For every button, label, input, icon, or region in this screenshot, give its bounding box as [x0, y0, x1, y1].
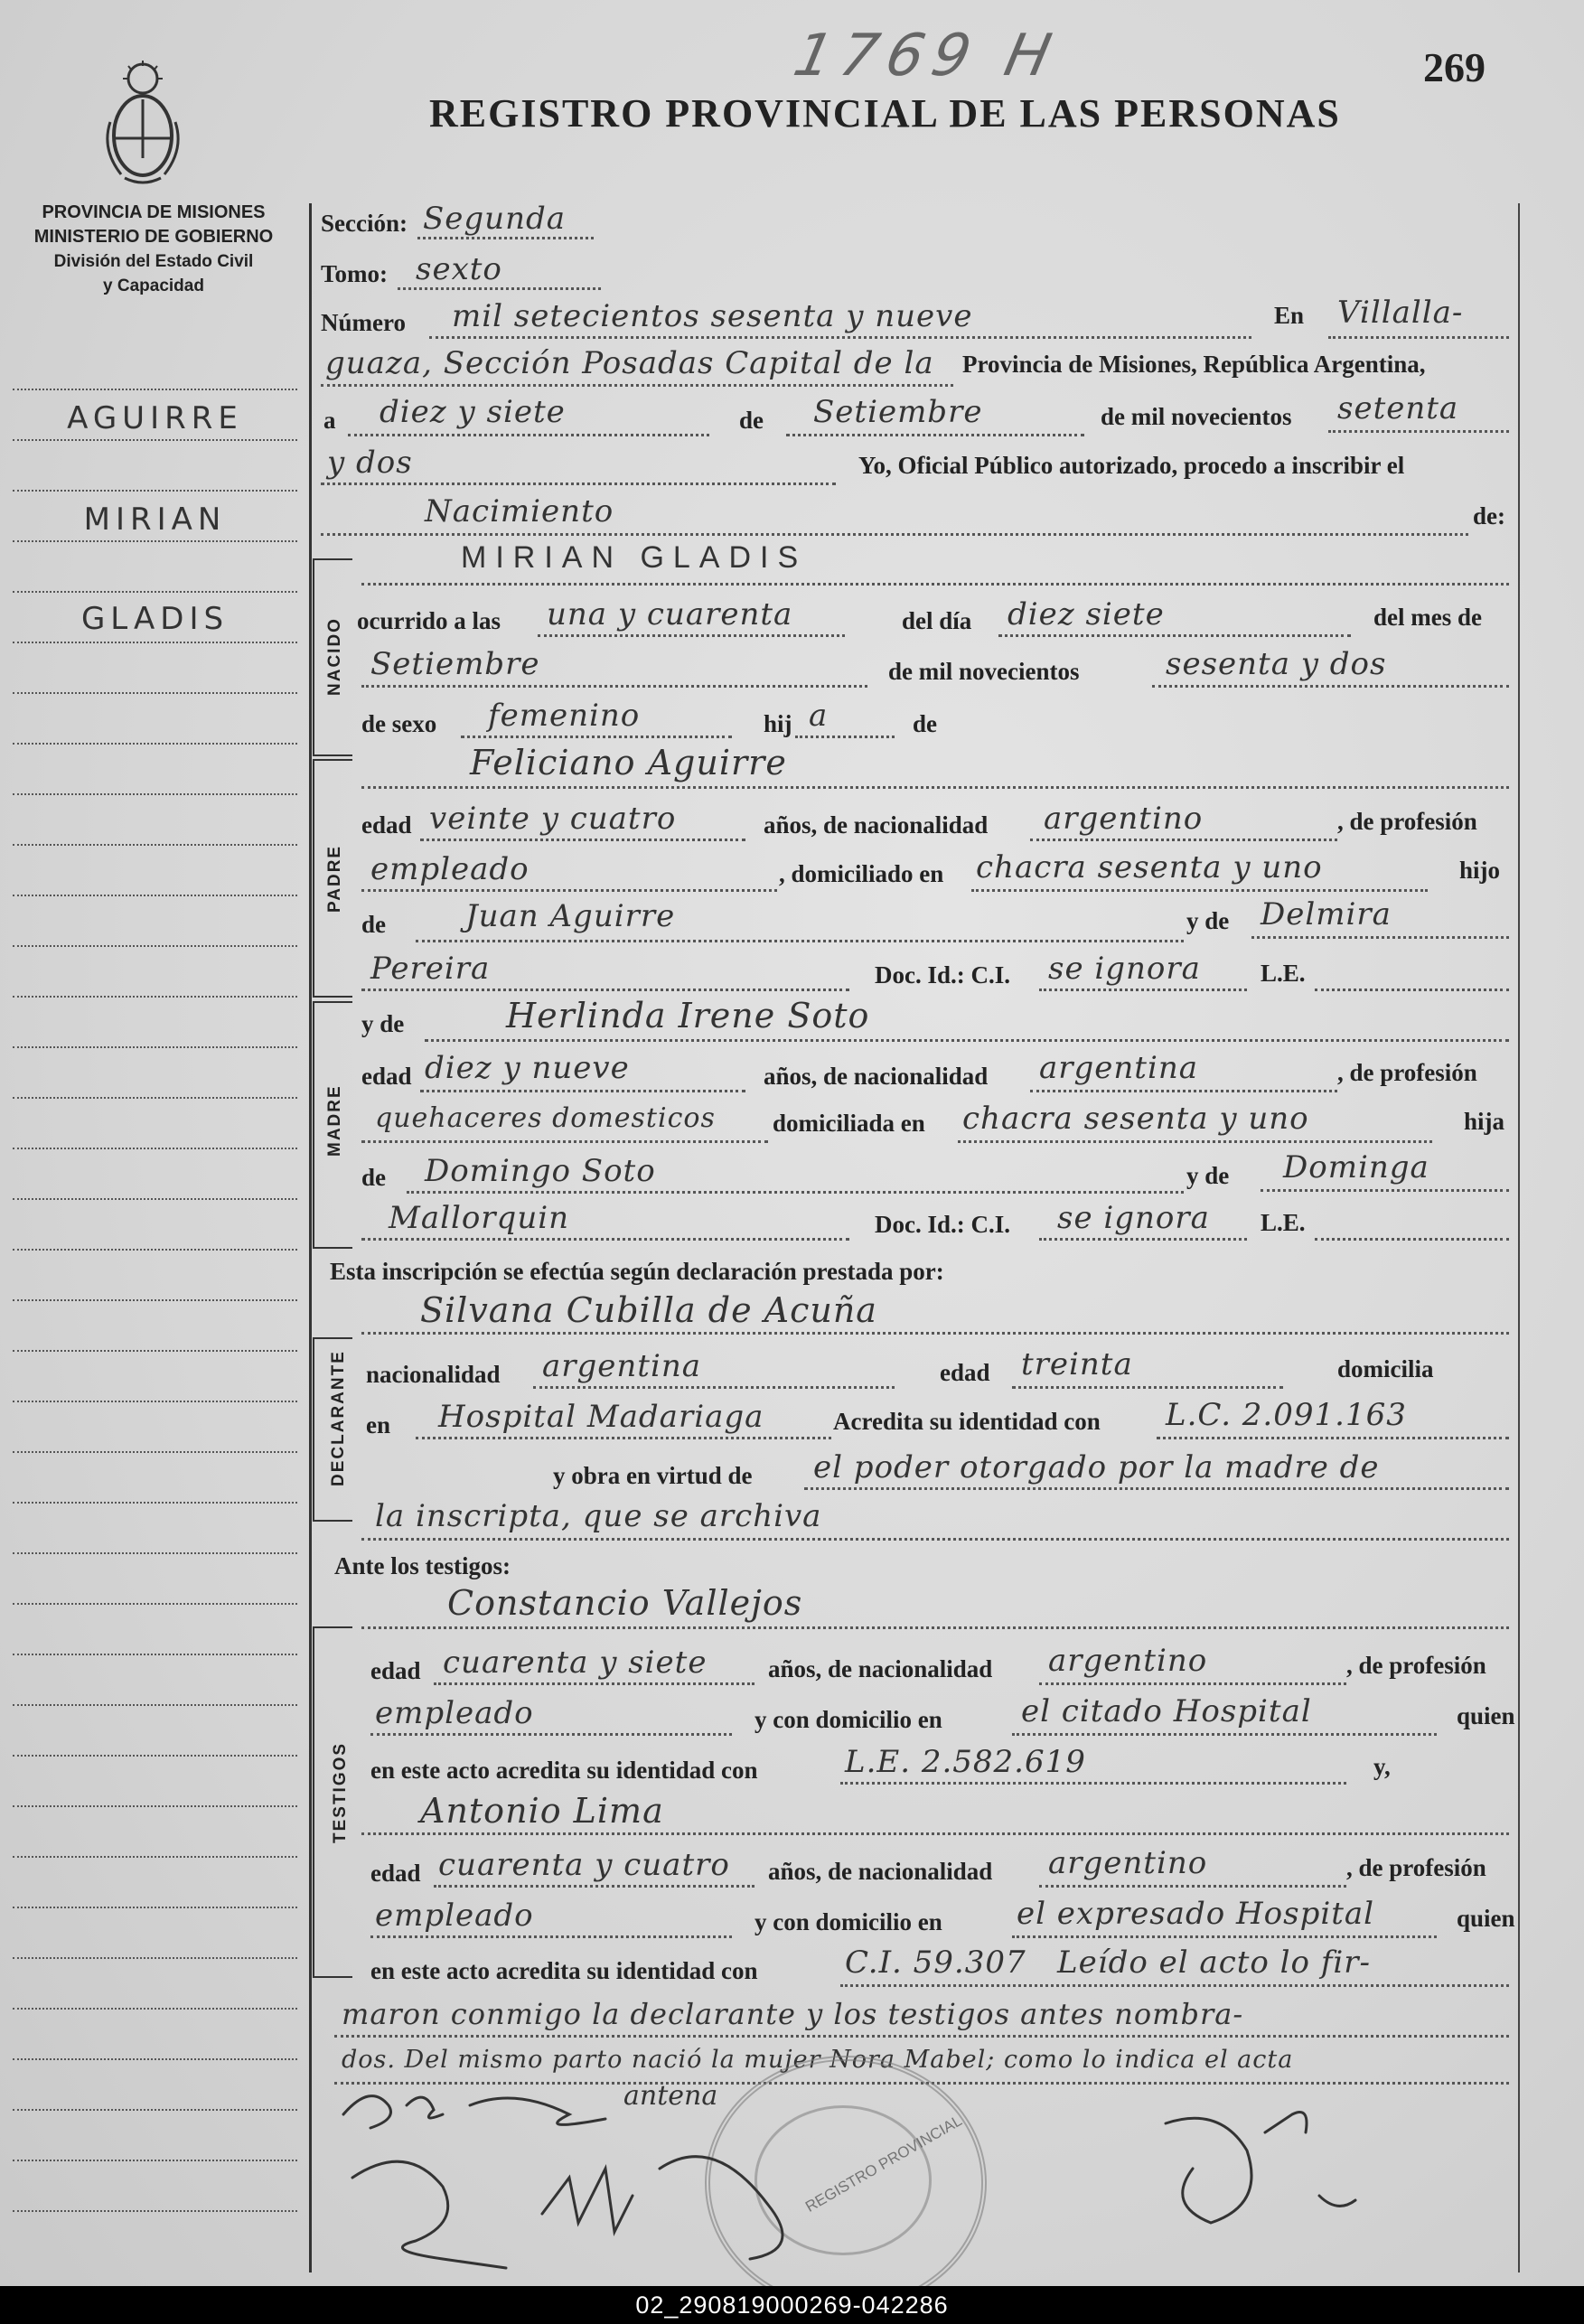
madre-doc-value: se ignora [1057, 1200, 1210, 1236]
mes-value: Setiembre [813, 394, 983, 430]
declarante-nac-value: argentina [542, 1348, 702, 1384]
hija-label: hija [1464, 1108, 1505, 1135]
declarante-intro-label: Esta inscripción se efectúa según declaración prestada por: [330, 1258, 944, 1285]
t2-nac-value: argentino [1048, 1845, 1208, 1881]
declarante-edad-label: edad [940, 1359, 990, 1386]
tomo-label: Tomo: [321, 260, 389, 287]
organization-block [9, 201, 298, 298]
t1-dom-value: el citado Hospital [1021, 1693, 1312, 1729]
dia-value: diez y siete [380, 394, 566, 430]
section-label-testigos: TESTIGOS [331, 1741, 350, 1843]
margin-ruled-line [13, 1704, 297, 1706]
margin-ruled-line [13, 1654, 297, 1655]
tomo-value: sexto [416, 251, 502, 287]
padre-profesion-label: , de profesión [1337, 808, 1477, 835]
section-label-nacido: NACIDO [325, 617, 344, 696]
closing-line-2: maron conmigo la declarante y los testigos antes nombra- [342, 1997, 1244, 2031]
numero-value: mil setecientos sesenta y nueve [452, 298, 973, 334]
t1-nac-label: años, de nacionalidad [768, 1655, 993, 1682]
testigo-1-nombre: Constancio Vallejos [447, 1583, 803, 1623]
t2-nac-label: años, de nacionalidad [768, 1858, 993, 1885]
madre-y-de-label: y de [361, 1010, 405, 1037]
margin-ruled-line [13, 743, 297, 745]
t2-prof-value: empleado [375, 1898, 534, 1934]
stamp-text: REGISTRO PROVINCIAL [802, 2112, 965, 2216]
margin-ruled-line [13, 1805, 297, 1807]
right-rule [1518, 203, 1520, 2272]
margin-ruled-line [13, 1502, 297, 1504]
de-label: de [739, 407, 764, 434]
sexo-value: femenino [488, 698, 641, 734]
t1-edad-label: edad [370, 1657, 421, 1684]
ocurrido-label: ocurrido a las [357, 607, 501, 634]
section-label-declarante: DECLARANTE [329, 1350, 348, 1486]
de-end-label: de: [1473, 502, 1505, 529]
declarante-domicilio-value: Hospital Madariaga [438, 1399, 764, 1435]
madre-edad-value: diez y nueve [425, 1050, 630, 1086]
org-line-1: PROVINCIA DE MISIONES [42, 202, 266, 222]
closing-line-3: dos. Del mismo parto nació la mujer Nora Mabel; como lo indica el acta [342, 2046, 1294, 2074]
abuela-paterna-value-1: Delmira [1261, 896, 1392, 932]
section-label-padre: PADRE [325, 844, 344, 913]
margin-ruled-line [13, 895, 297, 896]
margin-ruled-line [13, 1350, 297, 1352]
t1-y-label: y, [1373, 1753, 1391, 1780]
lugar-value-1: Villalla- [1337, 295, 1464, 331]
t2-dom-label: y con domicilio en [755, 1908, 942, 1935]
margin-ruled-line [13, 2058, 297, 2060]
madre-le-label: L.E. [1261, 1209, 1306, 1236]
t1-edad-value: cuarenta y siete [443, 1645, 708, 1681]
del-mes-label: del mes de [1373, 604, 1482, 631]
closing-line-1: Leído el acto lo fir- [1057, 1944, 1372, 1981]
testigo-2-nombre: Antonio Lima [420, 1791, 664, 1831]
margin-ruled-line [13, 2210, 297, 2212]
padre-nac-label: años, de nacionalidad [764, 811, 989, 839]
declarante-doc-value: L.C. 2.091.163 [1166, 1397, 1407, 1433]
abuela-materna-value-2: Mallorquin [389, 1200, 569, 1236]
margin-ruled-line [13, 1046, 297, 1048]
hij-value: a [809, 698, 829, 734]
section-label-madre: MADRE [325, 1084, 344, 1157]
margin-ruled-line [13, 1603, 297, 1605]
t1-dom-label: y con domicilio en [755, 1706, 942, 1733]
margin-ruled-line [13, 389, 297, 390]
nacido-mil-label: de mil novecientos [888, 658, 1080, 685]
provincia-label: Provincia de Misiones, República Argentina, [962, 351, 1426, 378]
padre-edad-value: veinte y cuatro [429, 801, 677, 837]
t2-dom-value: el expresado Hospital [1017, 1896, 1375, 1932]
anio-label: de mil novecientos [1101, 403, 1292, 430]
domicilia-label: domicilia [1337, 1355, 1434, 1382]
a-label: a [323, 407, 336, 434]
madre-profesion-value: quehaceres domesticos [375, 1102, 716, 1134]
margin-ruled-line [13, 1299, 297, 1301]
declarante-en-label: en [366, 1411, 390, 1438]
signature-text: antena [623, 2080, 718, 2112]
numero-label: Número [321, 309, 406, 336]
margin-ruled-line [13, 1856, 297, 1858]
abuelo-materno-value: Domingo Soto [425, 1153, 656, 1189]
t2-doc-value: C.I. 59.307 [845, 1944, 1026, 1981]
coat-of-arms-icon [98, 59, 188, 194]
nacido-anio-value: sesenta y dos [1166, 646, 1387, 682]
margin-ruled-line [13, 642, 297, 643]
madre-domicilio-value: chacra sesenta y uno [962, 1101, 1309, 1137]
margin-ruled-line [13, 945, 297, 947]
madre-de-label: de [361, 1164, 386, 1191]
testigos-intro-label: Ante los testigos: [334, 1552, 511, 1579]
madre-domicilio-label: domiciliada en [773, 1110, 925, 1137]
anio-value-1: setenta [1337, 390, 1459, 426]
t2-prof-label: , de profesión [1346, 1854, 1486, 1881]
margin-ruled-line [13, 1249, 297, 1251]
madre-nombre: Herlinda Irene Soto [506, 996, 870, 1035]
margin-ruled-line [13, 2008, 297, 2010]
padre-doc-label: Doc. Id.: C.I. [875, 961, 1011, 989]
t1-nac-value: argentino [1048, 1643, 1208, 1679]
lugar-value-2: guaza, Sección Posadas Capital de la [325, 345, 934, 381]
abuelo-paterno-value: Juan Aguirre [465, 898, 676, 934]
seccion-label: Sección: [321, 210, 408, 237]
margin-ruled-line [13, 1451, 297, 1453]
margin-ruled-line [13, 2160, 297, 2161]
margin-ruled-line [13, 1097, 297, 1099]
org-line-3: División del Estado Civil [53, 252, 254, 271]
vertical-rule [309, 203, 312, 2272]
t1-doc-value: L.E. 2.582.619 [845, 1744, 1086, 1780]
margin-ruled-line [13, 1148, 297, 1149]
margin-ruled-line [13, 1198, 297, 1200]
margin-ruled-line [13, 1755, 297, 1757]
margin-ruled-line [13, 1552, 297, 1554]
margin-ruled-line [13, 692, 297, 694]
acto-value: Nacimiento [425, 493, 614, 529]
padre-profesion-value: empleado [370, 851, 530, 887]
declarante-nac-label: nacionalidad [366, 1361, 501, 1388]
t2-quien-label: quien [1457, 1905, 1515, 1932]
anio-value-2: y dos [327, 445, 413, 481]
madre-edad-label: edad [361, 1063, 412, 1090]
org-line-2: MINISTERIO DE GOBIERNO [33, 227, 274, 247]
t1-prof-label: , de profesión [1346, 1652, 1486, 1679]
t1-acredita-label: en este acto acredita su identidad con [370, 1757, 758, 1784]
archive-number: 1769 H [788, 23, 1066, 89]
signatures-drawing [334, 2078, 1509, 2277]
padre-domicilio-label: , domiciliado en [779, 860, 944, 887]
hij-label: hij [764, 710, 792, 737]
virtud-label: y obra en virtud de [553, 1462, 753, 1489]
oficial-label: Yo, Oficial Público autorizado, procedo a inscribir el [858, 452, 1405, 479]
sexo-label: de sexo [361, 710, 437, 737]
padre-nombre: Feliciano Aguirre [470, 743, 787, 782]
nacido-dia-value: diez siete [1008, 596, 1165, 633]
margin-ruled-line [13, 1907, 297, 1908]
t1-prof-value: empleado [375, 1695, 534, 1731]
page-number: 269 [1423, 44, 1486, 90]
margin-ruled-line [13, 844, 297, 846]
org-line-4: y Capacidad [103, 276, 204, 295]
hijo-label: hijo [1459, 857, 1501, 884]
margin-ruled-line [13, 540, 297, 542]
padre-domicilio-value: chacra sesenta y uno [976, 849, 1323, 886]
nacido-mes-value: Setiembre [370, 646, 540, 682]
margin-name-2: GLADIS [80, 601, 230, 637]
margin-ruled-line [13, 793, 297, 795]
acredita-label: Acredita su identidad con [833, 1408, 1101, 1435]
madre-profesion-label: , de profesión [1337, 1059, 1477, 1086]
abuela-paterna-value-2: Pereira [370, 951, 491, 987]
virtud-value-1: el poder otorgado por la madre de [813, 1449, 1380, 1485]
margin-ruled-line [13, 996, 297, 998]
padre-doc-value: se ignora [1048, 951, 1201, 987]
padre-edad-label: edad [361, 811, 412, 839]
virtud-value-2: la inscripta, que se archiva [375, 1498, 822, 1534]
padre-y-de-label: y de [1186, 907, 1230, 934]
margin-surname: AGUIRRE [67, 400, 243, 436]
margin-ruled-line [13, 439, 297, 441]
hora-value: una y cuarenta [547, 596, 793, 633]
page-title: REGISTRO PROVINCIAL DE LAS PERSONAS [429, 91, 1341, 136]
declarante-nombre: Silvana Cubilla de Acuña [420, 1290, 877, 1330]
madre-nac-value: argentina [1039, 1050, 1199, 1086]
margin-ruled-line [13, 490, 297, 492]
t2-edad-value: cuarenta y cuatro [438, 1847, 730, 1883]
del-dia-label: del día [902, 607, 972, 634]
file-id-footer: 02_290819000269-042286 [0, 2286, 1584, 2324]
padre-nac-value: argentino [1044, 801, 1204, 837]
padre-de-label: de [361, 911, 386, 938]
margin-ruled-line [13, 2109, 297, 2111]
t2-acredita-label: en este acto acredita su identidad con [370, 1957, 758, 1984]
madre-nac-label: años, de nacionalidad [764, 1063, 989, 1090]
nacido-nombre: MIRIAN GLADIS [461, 540, 808, 575]
en-label: En [1274, 302, 1305, 329]
margin-name-1: MIRIAN [83, 501, 227, 538]
madre-doc-label: Doc. Id.: C.I. [875, 1211, 1011, 1238]
abuela-materna-value-1: Dominga [1283, 1149, 1429, 1185]
declarante-edad-value: treinta [1021, 1346, 1133, 1382]
margin-ruled-line [13, 1957, 297, 1959]
seccion-value: Segunda [423, 201, 567, 237]
t1-quien-label: quien [1457, 1702, 1515, 1729]
margin-ruled-line [13, 1401, 297, 1402]
margin-ruled-line [13, 591, 297, 593]
madre-y-de-2-label: y de [1186, 1162, 1230, 1189]
t2-edad-label: edad [370, 1860, 421, 1887]
padre-le-label: L.E. [1261, 960, 1306, 987]
nacido-de-label: de [913, 710, 937, 737]
